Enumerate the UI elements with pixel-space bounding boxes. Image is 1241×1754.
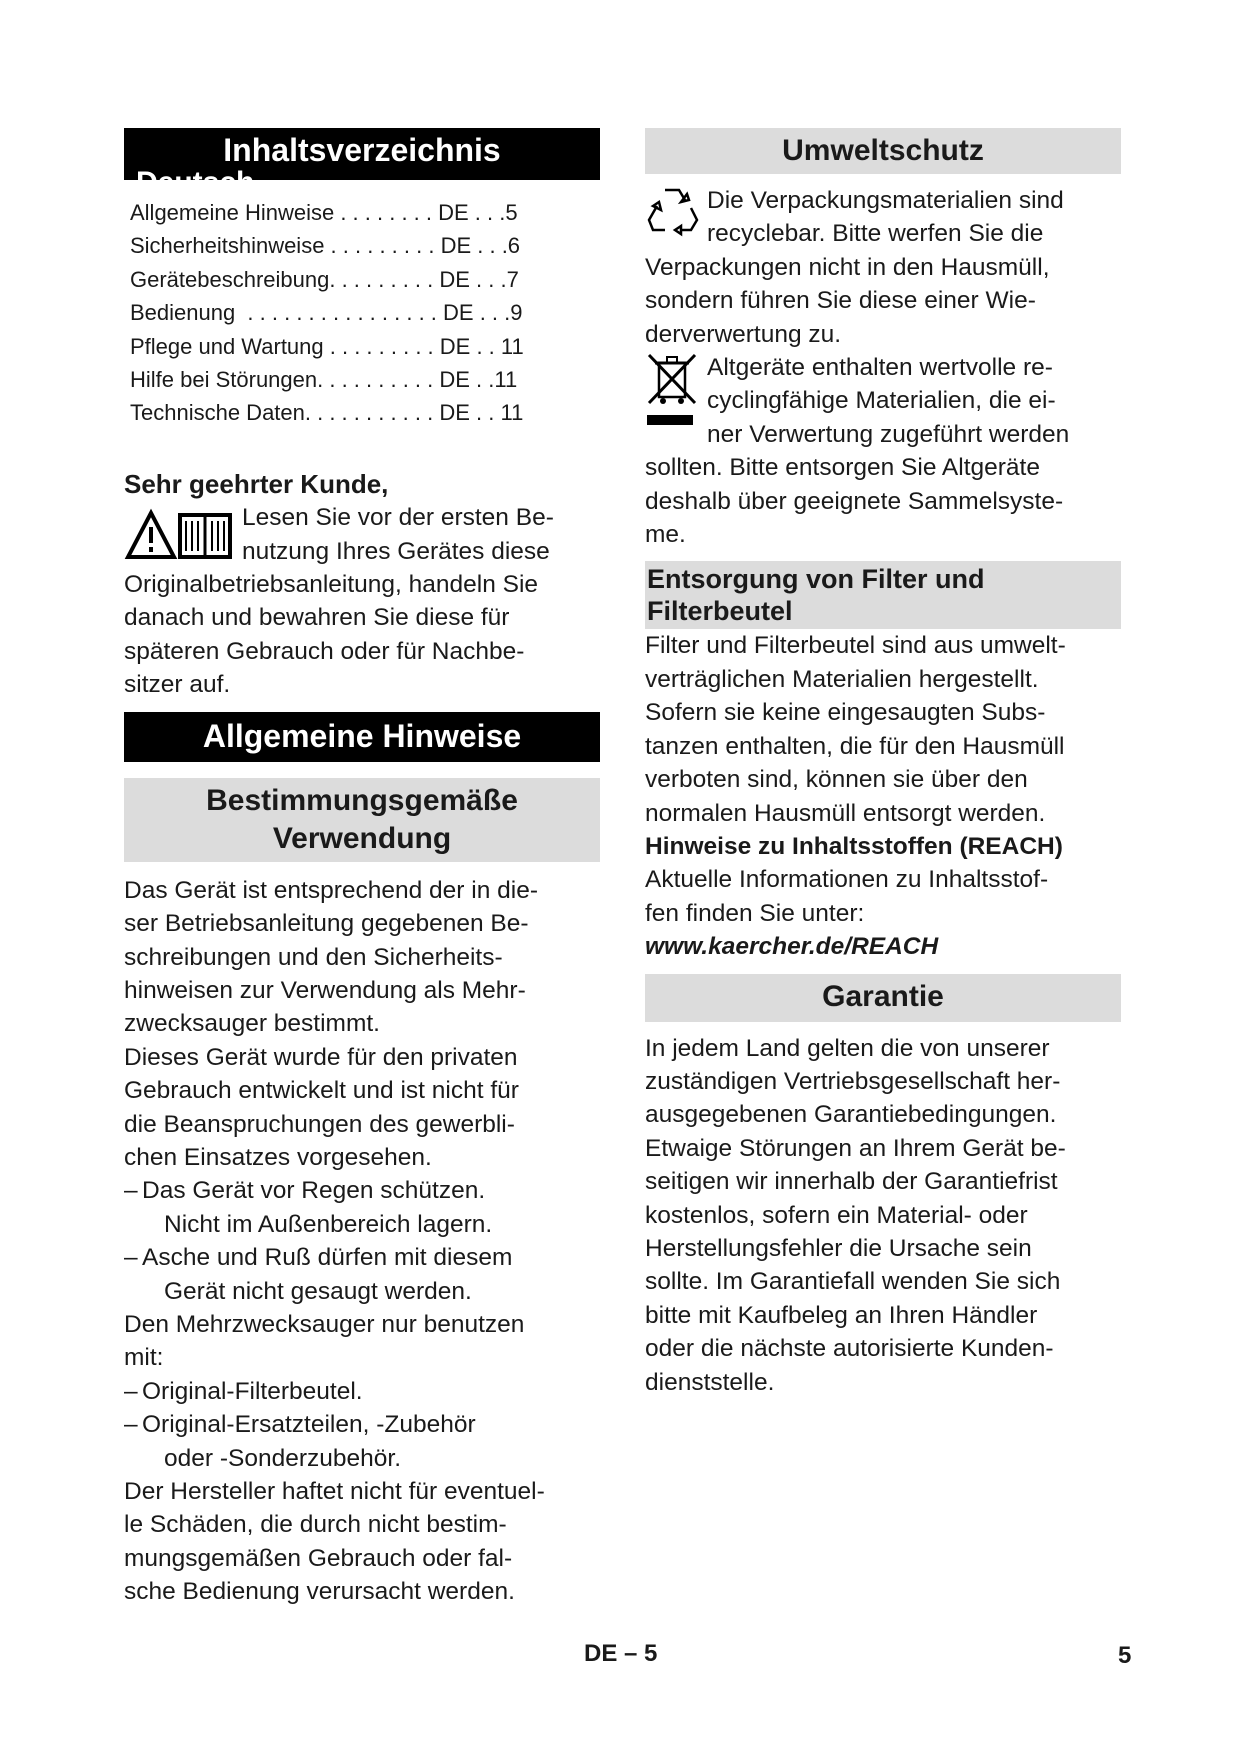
usage-line: Den Mehrzwecksauger nur benutzen [124, 1310, 525, 1338]
disposal-title-line-1: Entsorgung von Filter und [647, 564, 985, 595]
weee-line: deshalb über geeignete Sammelsyste- [645, 487, 1064, 515]
usage-line: mit: [124, 1344, 164, 1372]
greeting-line: nutzung Ihres Gerätes diese [242, 537, 550, 565]
recycle-line: sondern führen Sie diese einer Wie- [645, 287, 1036, 315]
weee-paragraph [645, 351, 1121, 551]
toc-title-clipped: Deutsch [136, 166, 255, 199]
toc-entry-safety[interactable]: Sicherheitshinweise . . . . . . . . . DE . . .6 [130, 233, 521, 259]
usage-line: schreibungen und den Sicherheits- [124, 943, 503, 971]
greeting-line: Lesen Sie vor der ersten Be- [242, 504, 554, 532]
footer-page-number: 5 [1118, 1642, 1132, 1669]
usage-line: Das Gerät ist entsprechend der in die- [124, 876, 538, 904]
toc-list [130, 196, 600, 430]
recycle-line: recyclebar. Bitte werfen Sie die [707, 220, 1044, 248]
warranty-line: sollte. Im Garantiefall wenden Sie sich [645, 1268, 1061, 1296]
usage-line: die Beanspruchungen des gewerbli- [124, 1110, 515, 1138]
reach-line: Aktuelle Informationen zu Inhaltsstof- [645, 866, 1049, 894]
toc-entry-description[interactable]: Gerätebeschreibung. . . . . . . . . DE . . .7 [130, 266, 519, 292]
weee-line: me. [645, 521, 686, 549]
reach-line: fen finden Sie unter: [645, 899, 865, 927]
disposal-title-line-2: Filterbeutel [647, 596, 793, 627]
warranty-line: ausgegebenen Garantiebedingungen. [645, 1101, 1057, 1129]
toc-entry-operation[interactable]: Bedienung . . . . . . . . . . . . . . . . DE . . .9 [130, 300, 523, 326]
recycle-line: Die Verpackungsmaterialien sind [707, 187, 1064, 214]
greeting-line: danach und bewahren Sie diese für [124, 604, 510, 632]
recycle-paragraph [645, 184, 1121, 351]
warranty-line: kostenlos, sofern ein Material- oder [645, 1201, 1028, 1229]
disposal-section-title [645, 561, 1121, 629]
toc-title-bar [124, 128, 600, 199]
warranty-line: dienststelle. [645, 1368, 775, 1396]
warranty-line: seitigen wir innerhalb der Garantiefrist [645, 1168, 1058, 1196]
bullet-continuation: oder -Sonderzubehör. [164, 1444, 401, 1472]
disposal-line: tanzen enthalten, die für den Hausmüll [645, 732, 1065, 760]
usage-line: Gebrauch entwickelt und ist nicht für [124, 1077, 519, 1105]
recycle-line: Verpackungen nicht in den Hausmüll, [645, 253, 1050, 281]
reach-heading: Hinweise zu Inhaltsstoffen (REACH) [645, 832, 1063, 860]
warranty-line: oder die nächste autorisierte Kunden- [645, 1335, 1054, 1363]
warranty-line: zuständigen Vertriebsgesellschaft her- [645, 1067, 1061, 1095]
greeting-paragraph [124, 501, 600, 701]
warning-manual-icon [124, 507, 238, 563]
disposal-line: Filter und Filterbeutel sind aus umwelt- [645, 632, 1066, 660]
liability-line: mungsgemäßen Gebrauch oder fal- [124, 1544, 513, 1572]
greeting-heading: Sehr geehrter Kunde, [124, 468, 389, 499]
warranty-line: bitte mit Kaufbeleg an Ihren Händler [645, 1301, 1038, 1329]
weee-line: Altgeräte enthalten wertvolle re- [707, 354, 1053, 382]
crossed-bin-icon [645, 351, 707, 441]
usage-title-line-2: Verwendung [272, 821, 452, 855]
disposal-line: normalen Hausmüll entsorgt werden. [645, 799, 1046, 827]
weee-line: cyclingfähige Materialien, die ei- [707, 387, 1056, 415]
bullet-dash: – [124, 1411, 138, 1439]
disposal-text [645, 629, 1121, 963]
toc-entry-maintenance[interactable]: Pflege und Wartung . . . . . . . . . DE . . 11 [130, 333, 524, 359]
warranty-line: In jedem Land gelten die von unserer [645, 1034, 1050, 1062]
usage-text [124, 874, 600, 1609]
usage-section-title [124, 778, 600, 862]
disposal-line: Sofern sie keine eingesaugten Subs- [645, 699, 1046, 727]
usage-line: zwecksauger bestimmt. [124, 1010, 380, 1038]
usage-line: ser Betriebsanleitung gegebenen Be- [124, 910, 529, 938]
weee-line: ner Verwertung zugeführt werden [707, 420, 1070, 448]
greeting-line: späteren Gebrauch oder für Nachbe- [124, 637, 525, 665]
footer-section-page: DE – 5 [584, 1640, 658, 1667]
bullet-dash: – [124, 1244, 138, 1272]
warranty-section-title: Garantie [645, 974, 1121, 1022]
disposal-line: verboten sind, können sie über den [645, 766, 1028, 794]
disposal-line: verträglichen Materialien hergestellt. [645, 665, 1039, 693]
bullet-continuation: Gerät nicht gesaugt werden. [164, 1277, 472, 1305]
bullet-item: – Asche und Ruß dürfen mit diesem [124, 1241, 600, 1274]
bullet-dash: – [124, 1377, 138, 1405]
toc-entry-general[interactable]: Allgemeine Hinweise . . . . . . . . DE . . .5 [130, 200, 518, 225]
bullet-item: – Original-Filterbeutel. [124, 1375, 600, 1408]
left-column [124, 128, 600, 1609]
weee-line: sollten. Bitte entsorgen Sie Altgeräte [645, 454, 1040, 482]
bullet-item: – Original-Ersatzteilen, -Zubehör [124, 1408, 600, 1441]
greeting-line: Originalbetriebsanleitung, handeln Sie [124, 571, 539, 599]
toc-entry-troubleshooting[interactable]: Hilfe bei Störungen. . . . . . . . . . DE . .11 [130, 367, 518, 393]
warranty-line: Herstellungsfehler die Ursache sein [645, 1234, 1032, 1262]
warranty-text [645, 1032, 1121, 1399]
environment-section-title: Umweltschutz [645, 128, 1121, 174]
reach-link[interactable]: www.kaercher.de/REACH [645, 933, 939, 961]
usage-line: chen Einsatzes vorgesehen. [124, 1143, 432, 1171]
bullet-dash: – [124, 1177, 138, 1205]
right-column [645, 128, 1121, 1399]
liability-line: le Schäden, die durch nicht bestim- [124, 1511, 507, 1539]
usage-title-line-1: Bestimmungsgemäße [206, 783, 518, 817]
warranty-line: Etwaige Störungen an Ihrem Gerät be- [645, 1134, 1066, 1162]
toc-entry-specs[interactable]: Technische Daten. . . . . . . . . . . DE . . 11 [130, 400, 524, 426]
recycle-line: derverwertung zu. [645, 320, 842, 348]
general-section-title: Allgemeine Hinweise [124, 712, 600, 762]
toc-title: Inhaltsverzeichnis [223, 132, 501, 168]
liability-line: sche Bedienung verursacht werden. [124, 1578, 515, 1606]
bullet-continuation: Nicht im Außenbereich lagern. [164, 1210, 493, 1238]
recycle-icon [645, 184, 707, 244]
greeting-line: sitzer auf. [124, 671, 231, 699]
bullet-item: – Das Gerät vor Regen schützen. [124, 1174, 600, 1207]
usage-line: hinweisen zur Verwendung als Mehr- [124, 976, 526, 1004]
usage-line: Dieses Gerät wurde für den privaten [124, 1043, 518, 1071]
liability-line: Der Hersteller haftet nicht für eventuel- [124, 1478, 545, 1505]
